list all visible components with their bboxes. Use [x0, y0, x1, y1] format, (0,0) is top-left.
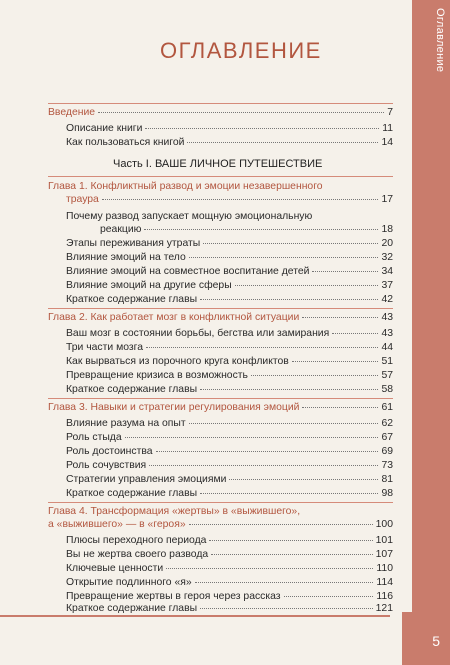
- toc-page-number: 18: [381, 224, 393, 235]
- dot-leader: [187, 142, 378, 143]
- toc-entry-label: Три части мозга: [66, 342, 143, 353]
- toc-entry[interactable]: [66, 591, 393, 603]
- toc-entry[interactable]: [66, 535, 393, 547]
- toc-entry-label: Глава 3. Навыки и стратегии регулирования эмоций: [48, 402, 300, 413]
- toc-entry-label: Краткое содержание главы: [66, 294, 198, 305]
- toc-entry-label: а «выжившего» — в «героя»: [48, 519, 186, 530]
- dot-leader: [200, 389, 378, 390]
- dot-leader: [292, 361, 379, 362]
- toc-entry-label: Этапы переживания утраты: [66, 238, 201, 249]
- toc-page-number: 121: [375, 603, 393, 614]
- toc-page-number: 17: [381, 194, 393, 205]
- toc-entry-label: Краткое содержание главы: [66, 488, 198, 499]
- toc-entry-label: реакцию: [100, 224, 142, 235]
- toc-page-number: 98: [381, 488, 393, 499]
- toc-entry-label: траура: [66, 194, 99, 205]
- toc-entry[interactable]: [66, 549, 393, 561]
- dot-leader: [312, 271, 378, 272]
- toc-page-number: 32: [381, 252, 393, 263]
- dot-leader: [166, 568, 373, 569]
- toc-entry-label: Влияние эмоций на другие сферы: [66, 280, 232, 291]
- toc-entry-label: Глава 2. Как работает мозг в конфликтной ситуации: [48, 312, 300, 323]
- footer-rule: [0, 615, 390, 617]
- toc-entry-label: Краткое содержание главы: [66, 603, 198, 614]
- toc-page-number: 73: [381, 460, 393, 471]
- toc-entry-label: Превращение кризиса в возможность: [66, 370, 248, 381]
- side-tab-label: Оглавление: [434, 8, 446, 73]
- dot-leader: [209, 540, 372, 541]
- toc-page-number: 101: [375, 535, 393, 546]
- toc-entry[interactable]: [66, 460, 393, 472]
- toc-page-number: 58: [381, 384, 393, 395]
- toc-entry[interactable]: [66, 474, 393, 486]
- page-title: ОГЛАВЛЕНИЕ: [160, 38, 322, 63]
- toc-page-number: 34: [381, 266, 393, 277]
- toc-page-number: 20: [381, 238, 393, 249]
- dot-leader: [200, 299, 378, 300]
- dot-leader: [146, 347, 378, 348]
- toc-entry[interactable]: [66, 563, 393, 575]
- dot-leader: [211, 554, 372, 555]
- toc-entry[interactable]: [66, 294, 393, 306]
- toc-entry-chapter-1[interactable]: [66, 194, 393, 206]
- dot-leader: [144, 229, 378, 230]
- toc-page-number: 116: [376, 591, 393, 602]
- toc-page-number: 110: [376, 563, 393, 574]
- dot-leader: [200, 608, 373, 609]
- toc-entry[interactable]: [66, 432, 393, 444]
- dot-leader: [125, 437, 379, 438]
- section-divider: [48, 176, 393, 177]
- toc-entry-label: Роль стыда: [66, 432, 122, 443]
- toc-entry-label: Роль достоинства: [66, 446, 153, 457]
- toc-entry-label: Как пользоваться книгой: [66, 137, 185, 148]
- toc-entry-label: Как вырваться из порочного круга конфликтов: [66, 356, 289, 367]
- toc-page-number: 69: [381, 446, 393, 457]
- section-divider: [48, 103, 393, 104]
- toc-entry-chapter-3[interactable]: [48, 402, 393, 414]
- toc-entry-label: Вы не жертва своего развода: [66, 549, 209, 560]
- part-title: Часть I. ВАШЕ ЛИЧНОЕ ПУТЕШЕСТВИЕ: [113, 158, 323, 170]
- toc-entry[interactable]: [66, 342, 393, 354]
- toc-entry-label: Влияние эмоций на совместное воспитание детей: [66, 266, 310, 277]
- dot-leader: [145, 128, 379, 129]
- toc-entry-label: Ключевые ценности: [66, 563, 164, 574]
- toc-entry-chapter-2[interactable]: [48, 312, 393, 324]
- dot-leader: [251, 375, 378, 376]
- toc-entry[interactable]: [100, 224, 393, 236]
- toc-page-number: 81: [381, 474, 393, 485]
- dot-leader: [302, 407, 378, 408]
- dot-leader: [302, 317, 378, 318]
- toc-entry[interactable]: [66, 123, 393, 135]
- toc-entry[interactable]: [66, 238, 393, 250]
- toc-page-number: 14: [381, 137, 393, 148]
- toc-entry-label[interactable]: Почему развод запускает мощную эмоциональную: [66, 211, 313, 222]
- toc-entry[interactable]: [66, 356, 393, 368]
- toc-entry-label: Открытие подлинного «я»: [66, 577, 192, 588]
- section-divider: [48, 308, 393, 309]
- toc-entry[interactable]: [66, 370, 393, 382]
- toc-entry[interactable]: [66, 418, 393, 430]
- chapter-4-title[interactable]: Глава 4. Трансформация «жертвы» в «выжившего»,: [48, 506, 301, 517]
- dot-leader: [229, 479, 378, 480]
- toc-entry-label: Влияние эмоций на тело: [66, 252, 186, 263]
- dot-leader: [98, 112, 384, 113]
- toc-entry-intro[interactable]: [48, 107, 393, 119]
- toc-page-number: 43: [381, 328, 393, 339]
- toc-page-number: 107: [375, 549, 393, 560]
- toc-entry[interactable]: [66, 137, 393, 149]
- dot-leader: [149, 465, 378, 466]
- toc-page-number: 100: [375, 519, 393, 530]
- toc-entry[interactable]: [66, 446, 393, 458]
- section-divider: [48, 398, 393, 399]
- toc-entry[interactable]: [66, 577, 393, 589]
- toc-page-number: 51: [381, 356, 393, 367]
- toc-page-number: 67: [381, 432, 393, 443]
- toc-entry[interactable]: [66, 488, 393, 500]
- side-tab: [412, 0, 450, 612]
- toc-entry-label: Превращение жертвы в героя через рассказ: [66, 591, 281, 602]
- toc-page-number: 44: [381, 342, 393, 353]
- toc-entry-label: Стратегии управления эмоциями: [66, 474, 227, 485]
- dot-leader: [284, 596, 374, 597]
- toc-entry[interactable]: [66, 266, 393, 278]
- chapter-1-title[interactable]: Глава 1. Конфликтный развод и эмоции незавершенного: [48, 181, 323, 192]
- toc-page-number: 61: [381, 402, 393, 413]
- toc-page-number: 42: [381, 294, 393, 305]
- toc-page-number: 43: [381, 312, 393, 323]
- dot-leader: [189, 257, 379, 258]
- toc-entry-label: Плюсы переходного периода: [66, 535, 207, 546]
- section-divider: [48, 502, 393, 503]
- dot-leader: [195, 582, 374, 583]
- dot-leader: [156, 451, 379, 452]
- toc-page-number: 7: [387, 107, 393, 118]
- dot-leader: [189, 423, 379, 424]
- toc-entry-label: Введение: [48, 107, 96, 118]
- dot-leader: [203, 243, 378, 244]
- toc-entry[interactable]: [66, 328, 393, 340]
- dot-leader: [332, 333, 378, 334]
- toc-entry-label: Ваш мозг в состоянии борьбы, бегства или замирания: [66, 328, 330, 339]
- toc-page-number: 37: [381, 280, 393, 291]
- dot-leader: [200, 493, 378, 494]
- dot-leader: [189, 524, 373, 525]
- toc-page-number: 114: [376, 577, 393, 588]
- toc-entry-chapter-4[interactable]: [48, 519, 393, 531]
- toc-entry-label: Роль сочувствия: [66, 460, 147, 471]
- toc-page-number: 57: [381, 370, 393, 381]
- toc-entry[interactable]: [66, 603, 393, 615]
- toc-entry-label: Влияние разума на опыт: [66, 418, 186, 429]
- toc-entry-label: Описание книги: [66, 123, 143, 134]
- page-number-box: [402, 612, 450, 665]
- toc-entry[interactable]: [66, 252, 393, 264]
- toc-page-number: 11: [382, 123, 393, 134]
- toc-entry[interactable]: [66, 384, 393, 396]
- toc-page-number: 62: [381, 418, 393, 429]
- dot-leader: [102, 199, 379, 200]
- page-number: 5: [432, 633, 440, 649]
- dot-leader: [235, 285, 379, 286]
- toc-entry-label: Краткое содержание главы: [66, 384, 198, 395]
- toc-entry[interactable]: [66, 280, 393, 292]
